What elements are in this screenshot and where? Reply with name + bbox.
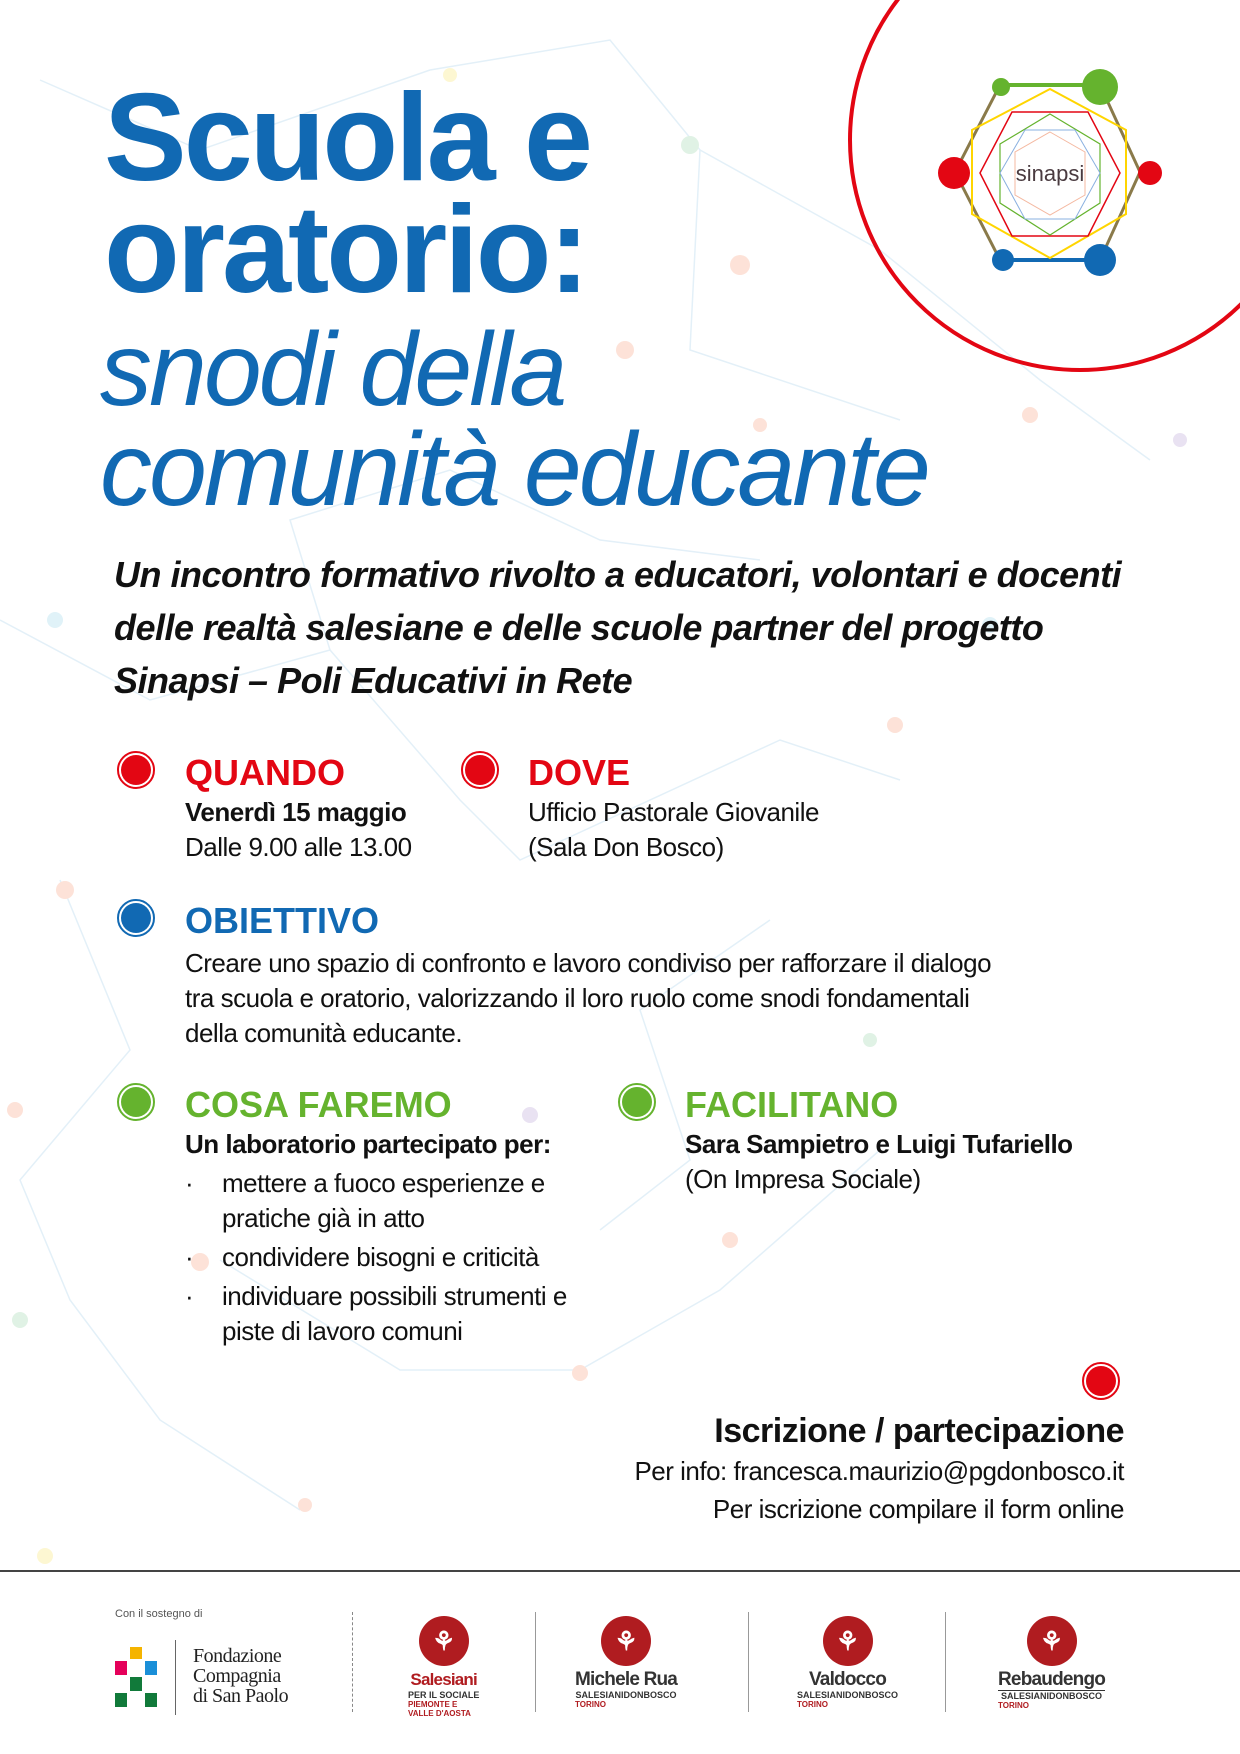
title-line-3: snodi della [100,312,565,428]
logo-name: Rebaudengo [998,1669,1106,1690]
logo-sub: SALESIANIDONBOSCO [575,1690,677,1700]
salesian-emblem-icon: ⚘ [419,1616,469,1666]
logo-name: Michele Rua [575,1669,678,1690]
fondazione-name [193,1646,288,1706]
salesian-emblem-icon: ⚘ [1027,1616,1077,1666]
subtitle: Un incontro formativo rivolto a educatori, volontari e docenti delle realtà salesiane e delle scuole partner del progetto Sinapsi – Poli Educativi in Rete [114,554,1122,701]
iscrizione-heading: Iscrizione / partecipazione [714,1412,1124,1450]
fondazione-line: Compagnia [193,1665,281,1687]
obiettivo-heading: OBIETTIVO [185,900,380,941]
michele-rua-logo [575,1616,677,1709]
list-item: · mettere a fuoco esperienze e pratiche già in atto [185,1166,625,1236]
sinapsi-logo [930,60,1170,290]
logo-sub: PER IL SOCIALE [408,1690,480,1700]
cosa-faremo-intro: Un laboratorio partecipato per: [185,1129,551,1159]
red-bullet-icon [117,751,155,789]
iscrizione-form: Per iscrizione compilare il form online [712,1494,1124,1524]
iscrizione-info: Per info: francesca.maurizio@pgdonbosco.it [634,1456,1124,1486]
obiettivo-text: Creare uno spazio di confronto e lavoro condiviso per rafforzare il dialogo tra scuola e oratorio, valorizzando il loro ruolo come snodi fondamentali della comunità educante. [185,948,992,1048]
logo-city: TORINO [797,1700,828,1709]
footer-divider [0,1570,1240,1572]
salesian-emblem-icon: ⚘ [823,1616,873,1666]
logo-sub: SALESIANIDONBOSCO [1001,1691,1103,1701]
dove-heading: DOVE [528,752,631,793]
salesian-emblem-icon: ⚘ [601,1616,651,1666]
fondazione-line: Fondazione [193,1645,282,1667]
fondazione-mark [115,1647,160,1707]
logo-city: PIEMONTE E VALLE D'AOSTA [408,1700,471,1718]
green-bullet-icon [117,1083,155,1121]
iscrizione-block [634,1410,1124,1528]
facilitator-org: (On Impresa Sociale) [685,1164,921,1194]
list-item: · individuare possibili strumenti e piste di lavoro comuni [185,1279,625,1349]
valdocco-logo [797,1616,898,1709]
logo-name: Salesiani [410,1670,477,1689]
quando-time: Dalle 9.00 alle 13.00 [185,832,412,862]
logo-city: TORINO [575,1700,606,1709]
cosa-faremo-details [185,1127,625,1349]
dove-details [528,795,819,865]
facilitator-names: Sara Sampietro e Luigi Tufariello [685,1129,1073,1159]
red-bullet-icon [461,751,499,789]
title-line-1: Scuola e [104,69,590,207]
green-bullet-icon [618,1083,656,1121]
quando-date: Venerdì 15 maggio [185,797,407,827]
cosa-faremo-heading: COSA FAREMO [185,1084,452,1125]
activity-list [185,1166,625,1349]
dove-room: (Sala Don Bosco) [528,832,724,862]
svg-text:sinapsi: sinapsi [1015,161,1085,186]
facilitano-details [685,1127,1073,1197]
list-item: · condividere bisogni e criticità [185,1240,625,1275]
red-bullet-icon [1082,1362,1120,1400]
logo-name: Valdocco [808,1669,887,1690]
title-line-2: oratorio: [104,181,587,319]
quando-heading: QUANDO [185,752,345,793]
quando-details [185,795,412,865]
logo-city: TORINO [998,1701,1029,1710]
salesiani-sociale-logo [408,1616,479,1718]
blue-bullet-icon [117,899,155,937]
fondazione-line: di San Paolo [193,1685,289,1707]
logo-sub: SALESIANIDONBOSCO [797,1690,899,1700]
facilitano-heading: FACILITANO [685,1084,899,1125]
title-line-4: comunità educante [100,412,928,528]
support-label: Con il sostegno di [115,1608,203,1620]
dove-place: Ufficio Pastorale Giovanile [528,797,819,827]
rebaudengo-logo [998,1616,1105,1710]
